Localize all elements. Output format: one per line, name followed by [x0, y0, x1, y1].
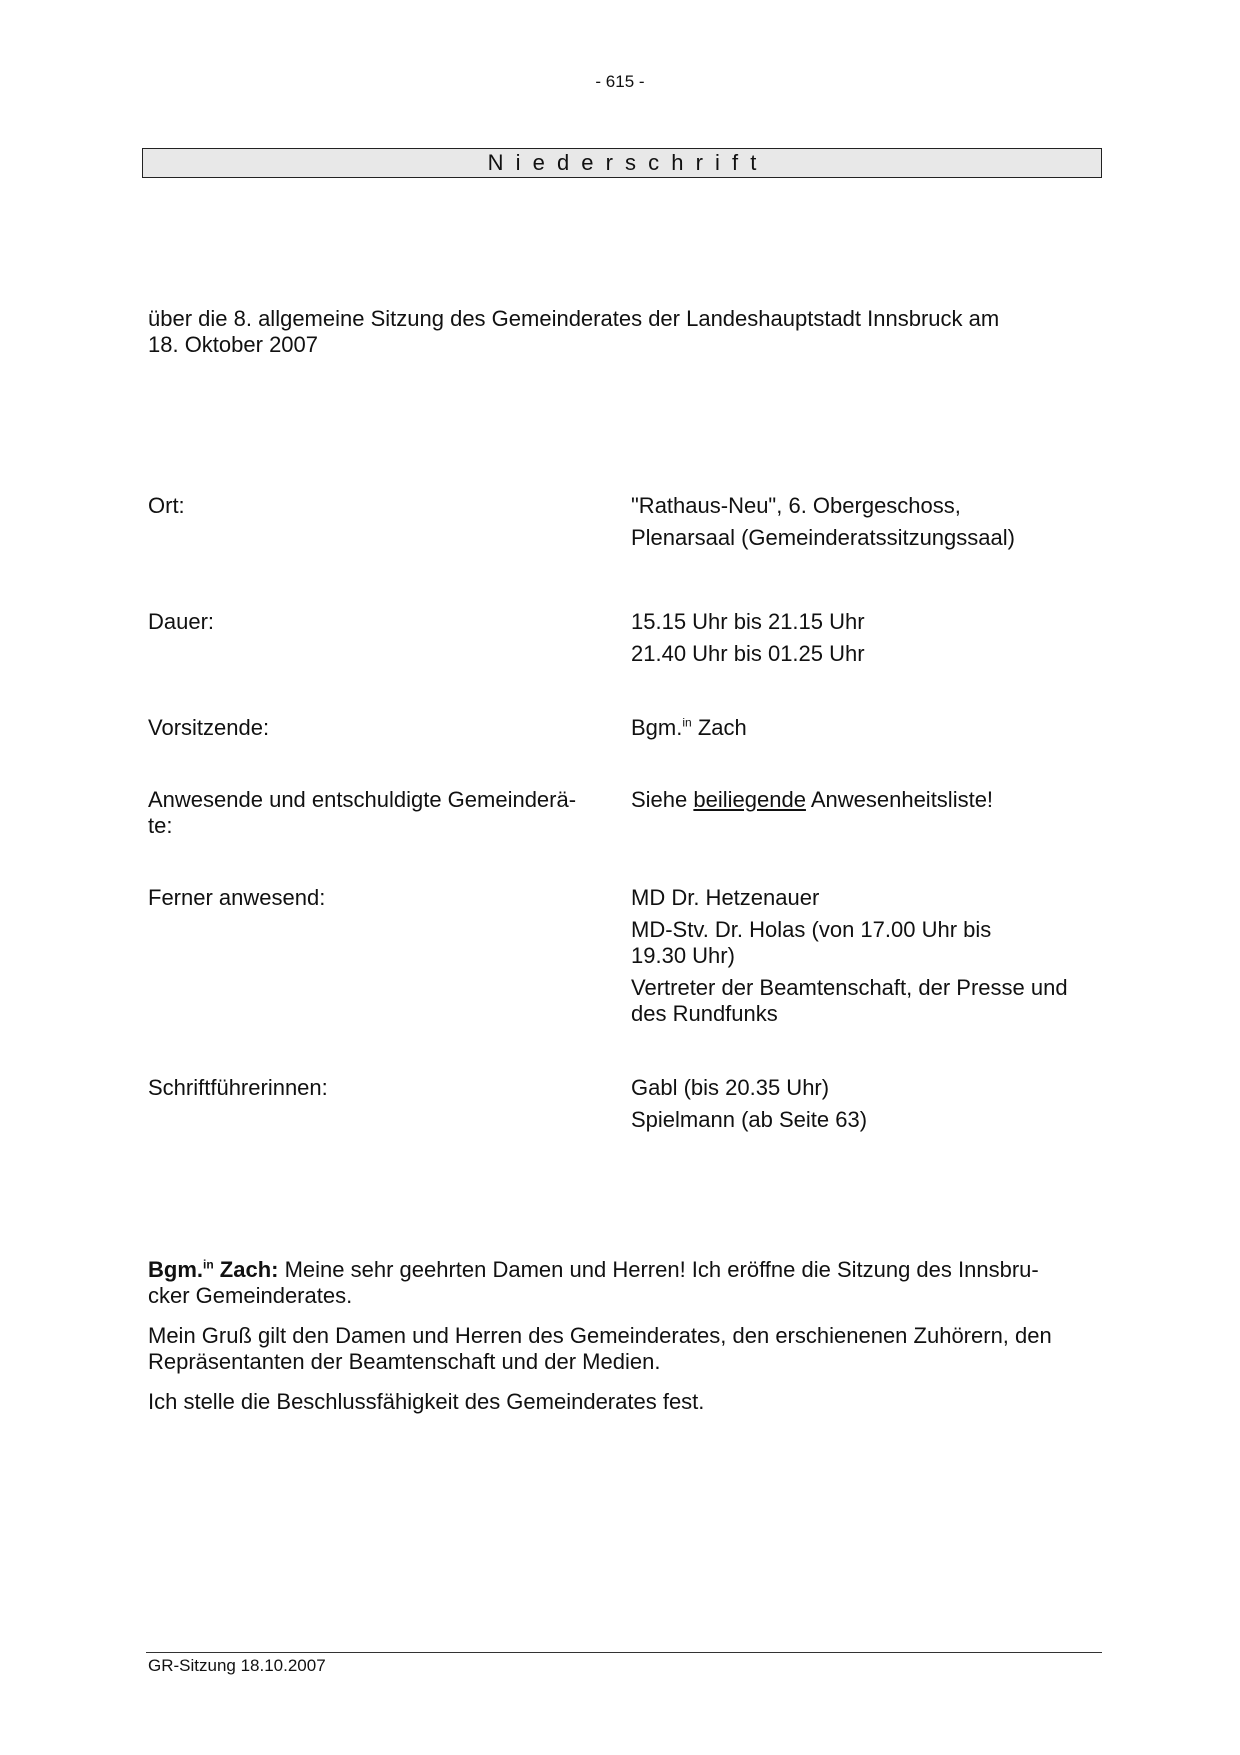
- page-number: - 615 -: [595, 72, 645, 91]
- anwesende-label: [148, 787, 618, 839]
- speech-p2-line-2: Repräsentanten der Beamtenschaft und der Medien.: [148, 1349, 661, 1374]
- speech-p1-line-1: Meine sehr geehrten Damen und Herren! Ich eröffne die Sitzung des Innsbru-: [278, 1257, 1039, 1282]
- footer-text: GR-Sitzung 18.10.2007: [148, 1656, 326, 1675]
- anwesende-value-underlined: beiliegende: [693, 787, 806, 812]
- ferner-line-3: Vertreter der Beamtenschaft, der Presse und: [631, 975, 1068, 1000]
- anwesende-label-line-2: te:: [148, 813, 173, 838]
- ferner-value: [631, 885, 1101, 1033]
- footer-divider: [146, 1652, 1102, 1653]
- schriftfuehrer-line-1: Gabl (bis 20.35 Uhr): [631, 1075, 830, 1100]
- ferner-line-3b: des Rundfunks: [631, 1001, 778, 1026]
- dauer-value-line-2: 21.40 Uhr bis 01.25 Uhr: [631, 641, 865, 666]
- ort-value-line-2: Plenarsaal (Gemeinderatssitzungssaal): [631, 525, 1015, 550]
- anwesende-label-line-1: Anwesende und entschuldigte Gemeinderä-: [148, 787, 577, 812]
- vorsitzende-name: Zach: [691, 715, 747, 740]
- dauer-value-line-1: 15.15 Uhr bis 21.15 Uhr: [631, 609, 865, 634]
- dauer-label: Dauer:: [148, 609, 215, 634]
- speech-paragraph-3: Ich stelle die Beschlussfähigkeit des Gemeinderates fest.: [148, 1389, 705, 1414]
- anwesende-value: [631, 787, 1101, 813]
- speech-p2-line-1: Mein Gruß gilt den Damen und Herren des Gemeinderates, den erschienenen Zuhörern, den: [148, 1323, 1052, 1348]
- dauer-value: [631, 609, 1101, 673]
- speech-paragraph-1: [148, 1257, 1098, 1309]
- vorsitzende-prefix: Bgm.: [631, 715, 683, 740]
- ort-value-line-1: "Rathaus-Neu", 6. Obergeschoss,: [631, 493, 961, 518]
- speaker-name: [148, 1257, 278, 1282]
- intro-line-1: über die 8. allgemeine Sitzung des Gemeinderates der Landeshauptstadt Innsbruck am: [148, 306, 1000, 331]
- document-title: Niederschrift: [142, 148, 1102, 178]
- ferner-label: Ferner anwesend:: [148, 885, 326, 910]
- anwesende-value-pre: Siehe: [631, 787, 694, 812]
- speaker-surname: Zach:: [213, 1257, 279, 1282]
- ferner-line-2: MD-Stv. Dr. Holas (von 17.00 Uhr bis: [631, 917, 992, 942]
- vorsitzende-label: Vorsitzende:: [148, 715, 270, 740]
- schriftfuehrer-value: [631, 1075, 1101, 1139]
- schriftfuehrer-line-2: Spielmann (ab Seite 63): [631, 1107, 868, 1132]
- vorsitzende-value: [631, 715, 1101, 741]
- speech-section: [148, 1257, 1098, 1429]
- speech-p1-line-2: cker Gemeinderates.: [148, 1283, 353, 1308]
- speech-paragraph-2: [148, 1323, 1098, 1375]
- schriftfuehrer-label: Schriftführerinnen:: [148, 1075, 328, 1100]
- speaker-prefix: Bgm.: [148, 1257, 203, 1282]
- ferner-line-2b: 19.30 Uhr): [631, 943, 735, 968]
- intro-line-2: 18. Oktober 2007: [148, 332, 319, 357]
- ort-value: [631, 493, 1101, 557]
- ferner-line-1: MD Dr. Hetzenauer: [631, 885, 820, 910]
- ort-label: Ort:: [148, 493, 185, 518]
- anwesende-value-post: Anwesenheitsliste!: [805, 787, 994, 812]
- speaker-sup: in: [203, 1257, 214, 1272]
- vorsitzende-sup: in: [682, 715, 692, 730]
- intro-text: [148, 306, 1088, 358]
